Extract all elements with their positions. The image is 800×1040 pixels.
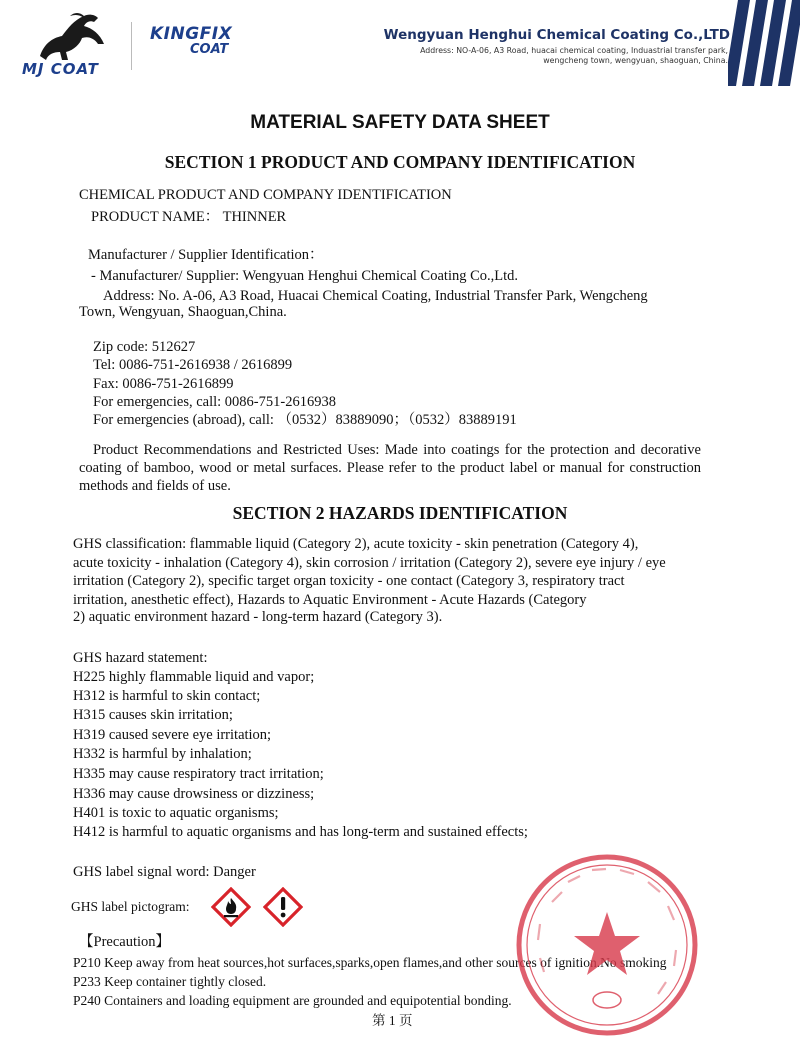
company-address-line-1: Address: NO-A-06, A3 Road, huacai chemical coating, Induastrial transfer park, — [420, 46, 728, 55]
address-line-1: Address: No. A-06, A3 Road, Huacai Chemical Coating, Industrial Transfer Park, Wengcheng — [103, 288, 648, 304]
exclamation-pictogram-icon — [263, 887, 303, 927]
company-address-line-2: wengcheng town, wengyuan, shaoguan, China. — [543, 56, 728, 65]
ghs-classification-line-3: irritation (Category 2), specific target organ toxicity - one contact (Category 3, respiratory tract — [73, 573, 625, 589]
section-1-heading: SECTION 1 PRODUCT AND COMPANY IDENTIFICATION — [164, 152, 636, 172]
hazard-statement: H336 may cause drowsiness or dizziness; — [73, 786, 315, 802]
horse-logo-icon — [22, 8, 122, 64]
emergency-phone: For emergencies, call: 0086-751-2616938 — [93, 394, 336, 410]
hazard-statement: H335 may cause respiratory tract irritation; — [73, 766, 324, 782]
kingfix-coat-wordmark: COAT — [190, 42, 229, 57]
product-name: PRODUCT NAME： THINNER — [91, 209, 287, 225]
hazard-statement: H412 is harmful to aquatic organisms and has long-term and sustained effects; — [73, 824, 528, 840]
precaution-statement: P210 Keep away from heat sources,hot surfaces,sparks,open flames,and other sources of ignition.No smoking — [73, 955, 667, 970]
section-1-line: CHEMICAL PRODUCT AND COMPANY IDENTIFICATION — [79, 187, 452, 203]
header-divider — [131, 22, 132, 70]
address-line-2: Town, Wengyuan, Shaoguan,China. — [79, 304, 287, 320]
header-stripes-decoration — [728, 0, 800, 92]
page-title: MATERIAL SAFETY DATA SHEET — [250, 112, 550, 133]
manufacturer-heading: Manufacturer / Supplier Identification： — [88, 247, 324, 263]
ghs-classification-line-4: irritation, anesthetic effect), Hazards to Aquatic Environment - Acute Hazards (Category — [73, 592, 587, 608]
hazard-statement: H332 is harmful by inhalation; — [73, 746, 252, 762]
mj-coat-wordmark: MJ COAT — [22, 60, 99, 78]
ghs-classification-line-1: GHS classification: flammable liquid (Category 2), acute toxicity - skin penetration (Category 4), — [73, 536, 639, 552]
company-address — [388, 46, 728, 66]
page-number: 第 1 页 — [372, 1013, 413, 1028]
telephone: Tel: 0086-751-2616938 / 2616899 — [93, 357, 293, 373]
mj-coat-logo — [22, 8, 122, 78]
hazard-statement: H401 is toxic to aquatic organisms; — [73, 805, 279, 821]
hazard-statement-heading: GHS hazard statement: — [73, 650, 208, 666]
precaution-statement: P240 Containers and loading equipment are grounded and equipotential bonding. — [73, 993, 512, 1008]
ghs-classification-line-2: acute toxicity - inhalation (Category 4), skin corrosion / irritation (Category 2), severe eye injury / eye — [73, 555, 666, 571]
kingfix-wordmark: KINGFIX — [150, 24, 233, 44]
hazard-statement: H319 caused severe eye irritation; — [73, 727, 272, 743]
zip-code: Zip code: 512627 — [93, 339, 196, 355]
kingfix-logo — [150, 24, 232, 57]
manufacturer-line: - Manufacturer/ Supplier: Wengyuan Henghui Chemical Coating Co.,Ltd. — [91, 268, 519, 284]
letterhead — [0, 0, 800, 92]
company-seal-icon — [512, 850, 702, 1040]
signal-word: GHS label signal word: Danger — [73, 864, 256, 880]
flame-pictogram-icon — [211, 887, 251, 927]
pictogram-label: GHS label pictogram: — [71, 899, 190, 914]
ghs-classification-line-5: 2) aquatic environment hazard - long-term hazard (Category 3). — [73, 609, 443, 625]
company-name: Wengyuan Henghui Chemical Coating Co.,LTD — [383, 27, 730, 43]
fax: Fax: 0086-751-2616899 — [93, 376, 234, 392]
hazard-statement: H225 highly flammable liquid and vapor; — [73, 669, 315, 685]
precaution-heading: 【Precaution】 — [79, 934, 171, 950]
product-recommendations: Product Recommendations and Restricted Uses: Made into coatings for the protection and decorative coating of bamboo, wood or metal surfaces. Please refer to the product label or manual for construction methods and fields of use. — [79, 442, 701, 494]
section-2-heading: SECTION 2 HAZARDS IDENTIFICATION — [232, 503, 568, 523]
hazard-statement: H312 is harmful to skin contact; — [73, 688, 261, 704]
precaution-statement: P233 Keep container tightly closed. — [73, 974, 267, 989]
hazard-statement: H315 causes skin irritation; — [73, 707, 233, 723]
emergency-abroad-phone: For emergencies (abroad), call: （0532）83889090；（0532）83889191 — [93, 412, 517, 428]
